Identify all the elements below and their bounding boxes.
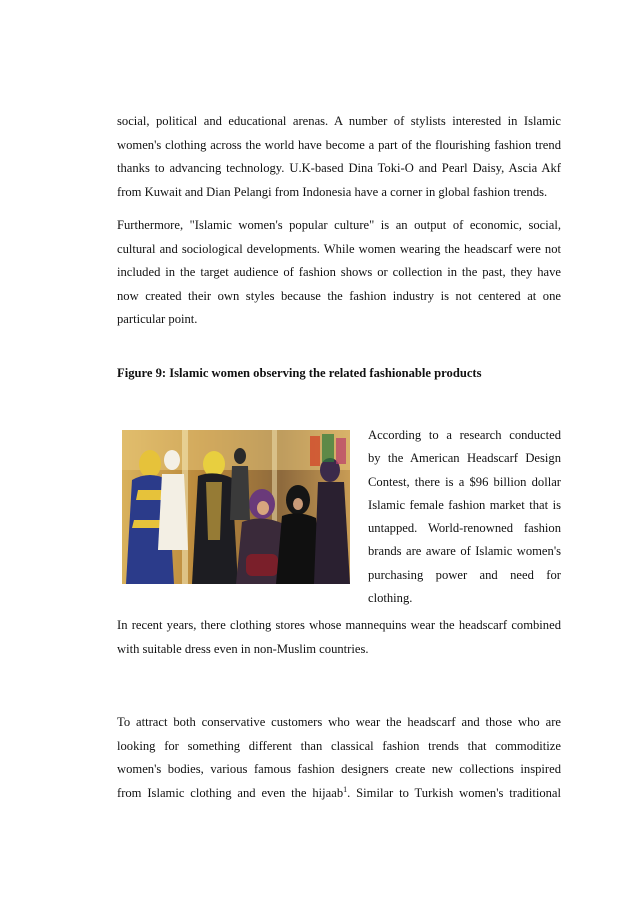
text-line: untapped. World-renowned fashion [368, 521, 561, 536]
text-fragment: . Similar to Turkish women's traditional [347, 785, 562, 800]
text-line: brands are aware of Islamic women's [368, 544, 561, 559]
text-line: In recent years, there clothing stores whose mannequins wear the headscarf combined [117, 618, 561, 632]
text-line: clothing. [368, 591, 413, 606]
text-line: from Kuwait and Dian Pelangi from Indonesia have a corner in global fashion trends. [117, 184, 548, 199]
text-line: with suitable dress even in non-Muslim countries. [117, 641, 369, 656]
paragraph-1 [117, 110, 561, 204]
text-line: To attract both conservative customers who wear the headscarf and those who are [117, 715, 561, 729]
paragraph-3 [117, 614, 561, 661]
figure-side-text [368, 424, 561, 610]
text-line: now created their own styles because the fashion industry is not centered at one [117, 288, 561, 303]
text-line: women's clothing across the world have become a part of the flourishing fashion trend [117, 137, 561, 152]
text-line: by the American Headscarf Design [368, 451, 561, 466]
figure-photo [122, 430, 350, 584]
text-line: Furthermore, "Islamic women's popular culture" is an output of economic, social, [117, 218, 561, 232]
fashion-show-photo [122, 430, 350, 584]
text-line [117, 782, 561, 806]
text-line: Contest, there is a $96 billion dollar [368, 474, 561, 489]
text-line: Islamic female fashion market that is [368, 497, 561, 512]
paragraph-2 [117, 214, 561, 332]
text-line: According to a research conducted [368, 428, 561, 442]
text-line: thanks to advancing technology. U.K-based Dina Toki-O and Pearl Daisy, Ascia Akf [117, 161, 561, 175]
figure-caption: Figure 9: Islamic women observing the related fashionable products [117, 366, 482, 380]
text-fragment: from Islamic clothing and even the hijaab [117, 785, 344, 800]
text-line: women's bodies, various famous fashion designers create new collections inspired [117, 762, 561, 776]
footnote-mark[interactable]: 1 [343, 784, 348, 794]
text-line: social, political and educational arenas. A number of stylists interested in Islamic [117, 114, 561, 128]
text-line: included in the target audience of fashion shows or collection in the past, they have [117, 265, 561, 279]
text-line: purchasing power and need for [368, 567, 561, 582]
text-line: cultural and sociological developments. While women wearing the headscarf were not [117, 241, 561, 256]
text-line: particular point. [117, 312, 198, 326]
paragraph-4 [117, 711, 561, 805]
text-line: looking for something different than classical fashion trends that commoditize [117, 738, 561, 753]
